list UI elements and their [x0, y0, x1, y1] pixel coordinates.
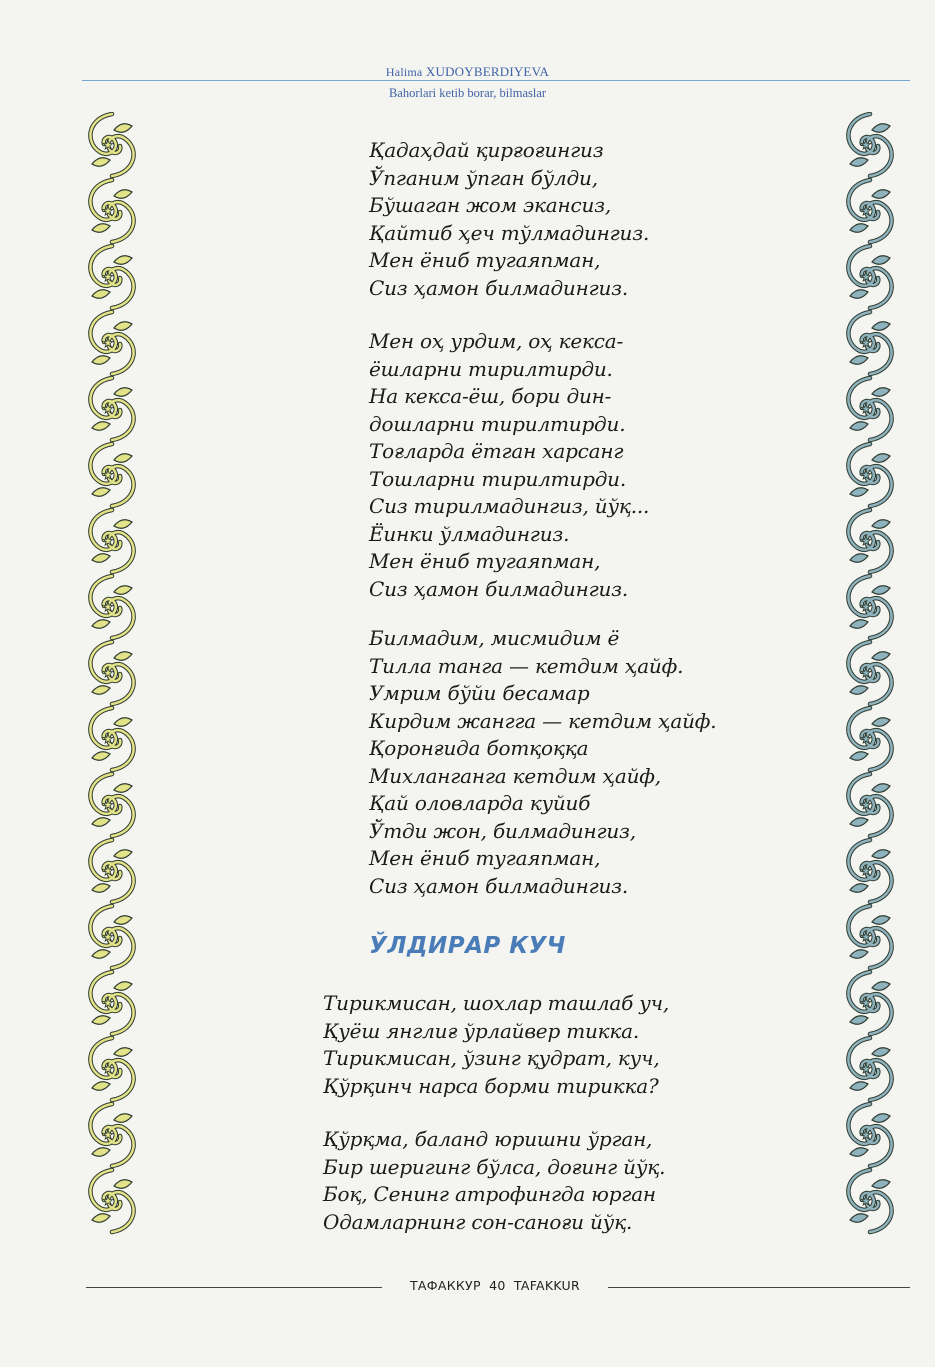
vine-motif [848, 1170, 891, 1232]
page-number: 40 [489, 1278, 506, 1293]
poem-line: Қайтиб ҳеч тўлмадингиз. [369, 220, 650, 245]
vine-motif [90, 180, 133, 242]
vine-motif [90, 1038, 133, 1100]
vine-motif [90, 840, 133, 902]
header-rule [82, 80, 910, 81]
poem-line: дошларни тирилтирди. [369, 411, 626, 436]
poem-line: Тошларни тирилтирди. [369, 466, 627, 491]
poem-line: Умрим бўйи бесамар [369, 681, 590, 705]
poem-line: Қоронғида ботқоққа [369, 736, 589, 760]
vine-motif [90, 114, 133, 176]
poem2-stanza-1 [323, 990, 669, 1100]
poem-line: Сиз ҳамон билмадингиз. [369, 873, 629, 898]
poem-line: Қўрқма, баланд юришни ўрган, [323, 1127, 653, 1151]
vine-motif [848, 774, 891, 836]
vine-motif [848, 576, 891, 638]
poem-line: Мен ёниб тугаяпман, [369, 846, 601, 870]
vine-motif [848, 642, 891, 704]
poem-line: Бўшаган жом экансиз, [369, 193, 612, 217]
vine-motif [90, 444, 133, 506]
vine-motif [848, 312, 891, 374]
poem-line: Тирикмисан, ўзинг қудрат, куч, [323, 1046, 660, 1070]
poem-line: Михланганга кетдим ҳайф, [369, 763, 661, 788]
poem-line: Мен ёниб тугаяпман, [369, 549, 601, 573]
vine-motif [848, 378, 891, 440]
poem-line: Сиз ҳамон билмадингиз. [369, 576, 629, 601]
footer-rule-right [608, 1287, 910, 1288]
poem-line: Одамларнинг сон-саноғи йўқ. [323, 1209, 633, 1234]
vine-motif [848, 444, 891, 506]
poem-line: На кекса-ёш, бори дин- [369, 384, 612, 408]
poem1-stanza-1 [369, 137, 649, 302]
poem-line: Мен оҳ урдим, оҳ кекса- [369, 329, 624, 353]
vine-motif [90, 642, 133, 704]
vine-motif [90, 708, 133, 770]
right-ornament-border [838, 112, 902, 1260]
poem2-title: ЎЛДИРАР КУЧ [369, 933, 566, 959]
vine-motif [848, 114, 891, 176]
vine-motif [848, 246, 891, 308]
vine-motif [90, 774, 133, 836]
vine-motif [848, 972, 891, 1034]
poem2-stanza-2 [323, 1126, 665, 1236]
vine-motif [90, 1170, 133, 1232]
poem-line: Тоғларда ётган харсанг [369, 439, 624, 463]
header-subtitle: Bahorlari ketib borar, bilmaslar [388, 86, 547, 100]
vine-motif [90, 1104, 133, 1166]
poem-line: Ўтди жон, билмадингиз, [369, 818, 636, 843]
vine-motif [848, 1038, 891, 1100]
poem-line: Қўрқинч нарса борми тирикка? [323, 1073, 659, 1098]
vine-motif [848, 1104, 891, 1166]
vine-motif [848, 708, 891, 770]
poem-line: Боқ, Сенинг атрофингда юрган [323, 1182, 656, 1206]
poem1-stanza-2 [369, 328, 649, 603]
author-first-name: Halima [385, 65, 423, 79]
footer-journal-cyrillic: ТАФАККУР [410, 1278, 481, 1293]
vine-motif [90, 576, 133, 638]
author-last-name: XUDOYBERDIYEVA [425, 64, 550, 79]
poem-line: Қуёш янглиғ ўрлайвер тикка. [323, 1018, 640, 1043]
poem-line: Билмадим, мисмидим ё [369, 626, 620, 650]
poem-line: Ўпганим ўпган бўлди, [369, 165, 598, 190]
header-author [0, 64, 935, 80]
footer-journal-latin: TAFAKKUR [513, 1278, 580, 1293]
vine-motif [848, 180, 891, 242]
poem-line: ёшларни тирилтирди. [369, 356, 613, 381]
poem-line: Кирдим жангга — кетдим ҳайф. [369, 708, 717, 733]
vine-motif [90, 510, 133, 572]
poem1-stanza-3 [369, 625, 716, 900]
poem-line: Сиз тирилмадингиз, йўқ... [369, 494, 650, 518]
vine-motif [848, 510, 891, 572]
poem-line: Қай оловларда куйиб [369, 791, 591, 815]
vine-motif [90, 972, 133, 1034]
vine-motif [848, 840, 891, 902]
vine-motif [90, 312, 133, 374]
vine-motif [90, 378, 133, 440]
footer-rule-left [86, 1287, 382, 1288]
poem-line: Тилла танга — кетдим ҳайф. [369, 653, 684, 678]
poem-line: Тирикмисан, шохлар ташлаб уч, [323, 991, 670, 1015]
poem-line: Бир шеригинг бўлса, доғинг йўқ. [323, 1154, 666, 1179]
poem-line: Сиз ҳамон билмадингиз. [369, 275, 629, 300]
poem-line: Ёинки ўлмадингиз. [369, 521, 570, 546]
left-ornament-border [80, 112, 144, 1260]
footer [382, 1278, 608, 1293]
poem-line: Қадаҳдай қирғоғингиз [369, 138, 604, 162]
poem-line: Мен ёниб тугаяпман, [369, 248, 601, 272]
vine-motif [90, 246, 133, 308]
